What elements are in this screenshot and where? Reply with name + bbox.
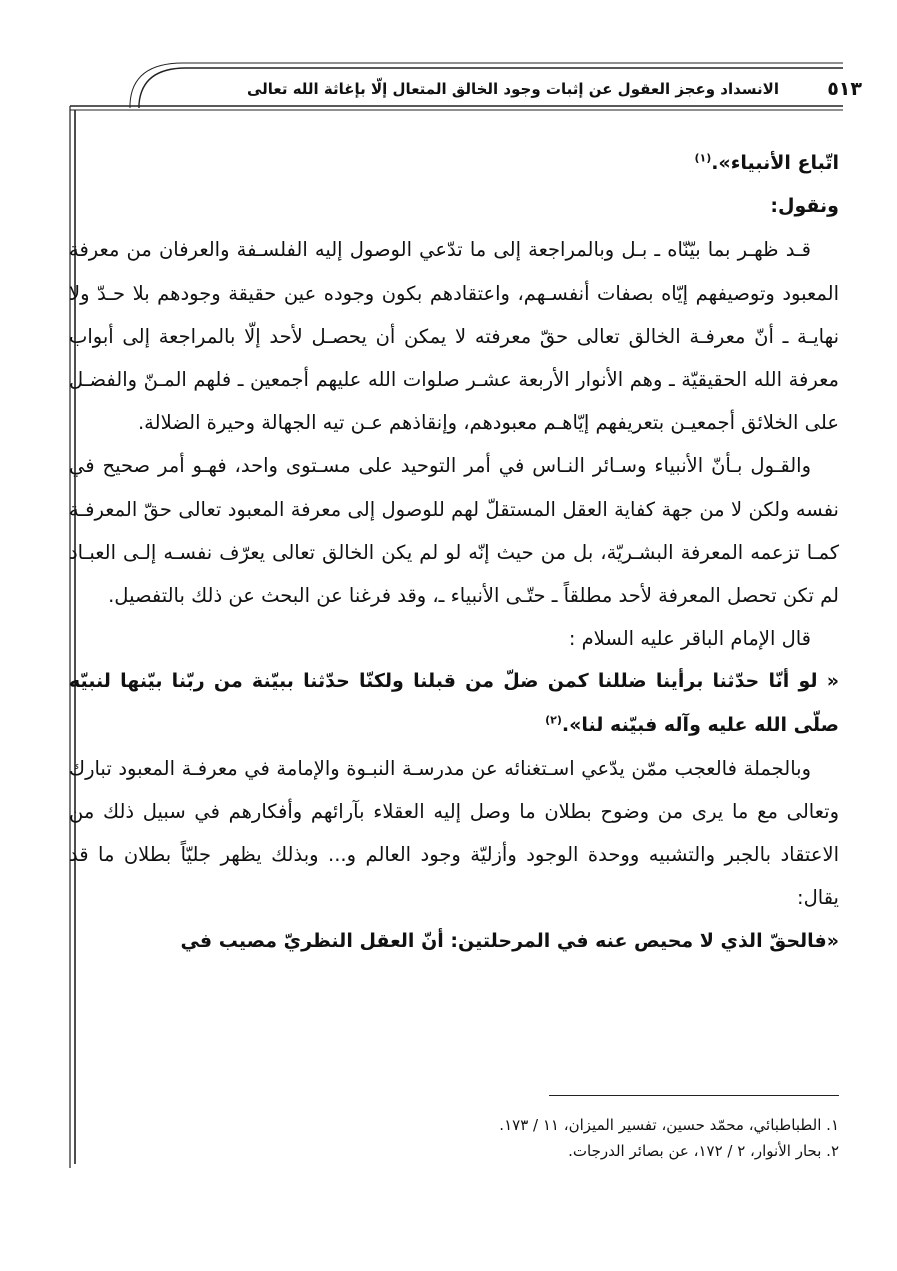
footnote-divider <box>549 1095 839 1096</box>
paragraph: وبالجملة فالعجب ممّن يدّعي اسـتغنائه عن مدرسـة النبـوة والإمامة في معرفـة المعبود تبارك وتعالى مع ما يرى من وضوح بطلان ما وصل إليه العقلاء بآرائهم وأفكارهم في سبيل ذلك من الاعتقاد بالجبر والتشبيه ووحدة الوجود وأزليّة وجود العالم و... وبذلك يظهر جليّاً بطلان ما قد يقال: <box>69 756 839 910</box>
text-line <box>69 142 839 185</box>
footnote: ١. الطباطبائي، محمّد حسين، تفسير الميزان، ١١ / ١٧٣. <box>499 1116 839 1134</box>
quoted-passage: «فالحقّ الذي لا محيص عنه في المرحلتين: أنّ العقل النظريّ مصيب في <box>180 929 839 952</box>
footnotes <box>69 1112 839 1164</box>
footnote: ٢. بحار الأنوار، ٢ / ١٧٢، عن بصائر الدرجات. <box>568 1142 839 1160</box>
paragraph: قال الإمام الباقر عليه السلام : <box>568 627 811 651</box>
paragraph: والقـول بـأنّ الأنبياء وسـائر النـاس في أمر التوحيد على مسـتوى واحد، فهـو أمر صحيح في نفسه ولكن لا من جهة كفاية العقل المستقلّ لهم للوصول إلى معرفة المعبود تعالى حقّ المعرفـة كمـا تزعمه المعرفة البشـريّة، بل من حيث إنّه لو لم يكن الخالق تعالى يعرّف نفسـه إلـى العبـاد لم تكن تحصل المعرفة لأحد مطلقاً ـ حتّـى الأنبياء ـ، وقد فرغنا عن البحث عن ذلك بالتفصيل. <box>69 454 839 608</box>
footnote-ref: (٢) <box>545 713 562 727</box>
section-intro: ونقول: <box>770 195 839 218</box>
paragraph: قـد ظهـر بما بيّنّاه ـ بـل وبالمراجعة إلى ما تدّعي الوصول إليه الفلسـفة والعرفان من معرفة المعبود وتوصيفهم إيّاه بصفات أنفسـهم، واعتقادهم بكون وجوده عين حقيقة وجودهم بلا حـدّ ولا نهايـة ـ أنّ معرفـة الخالق تعالى حقّ معرفته لا يمكن أن يحصـل لأحد إلّا بالمراجعة إلى أبواب معرفة الله الحقيقيّة ـ وهم الأنوار الأربعة عشـر صلوات الله عليهم أجمعين ـ فلهم المـنّ والفضـل على الخلائق أجمعيـن بتعريفهم إيّاهـم معبودهم، وإنقاذهم عـن تيه الجهالة وحيرة الضلالة. <box>69 238 839 435</box>
main-text <box>69 142 839 963</box>
text-fragment: اتّباع الأنبياء». <box>711 152 839 174</box>
footnote-ref: (١) <box>694 151 712 165</box>
page-number: ٥١٣ <box>827 78 862 100</box>
running-title: الانسداد وعجز العقول عن إثبات وجود الخالق المتعال إلّا بإغاثة الله تعالى <box>246 80 779 98</box>
quote-text: « لو أنّا حدّثنا برأينا ضللنا كمن ضلّ من قبلنا ولكنّا حدّثنا ببيّنة من ربّنا بيّنها لنبيّه صلّى الله عليه وآله فبيّنه لنا». <box>69 670 839 736</box>
hadith-quote <box>69 660 839 746</box>
